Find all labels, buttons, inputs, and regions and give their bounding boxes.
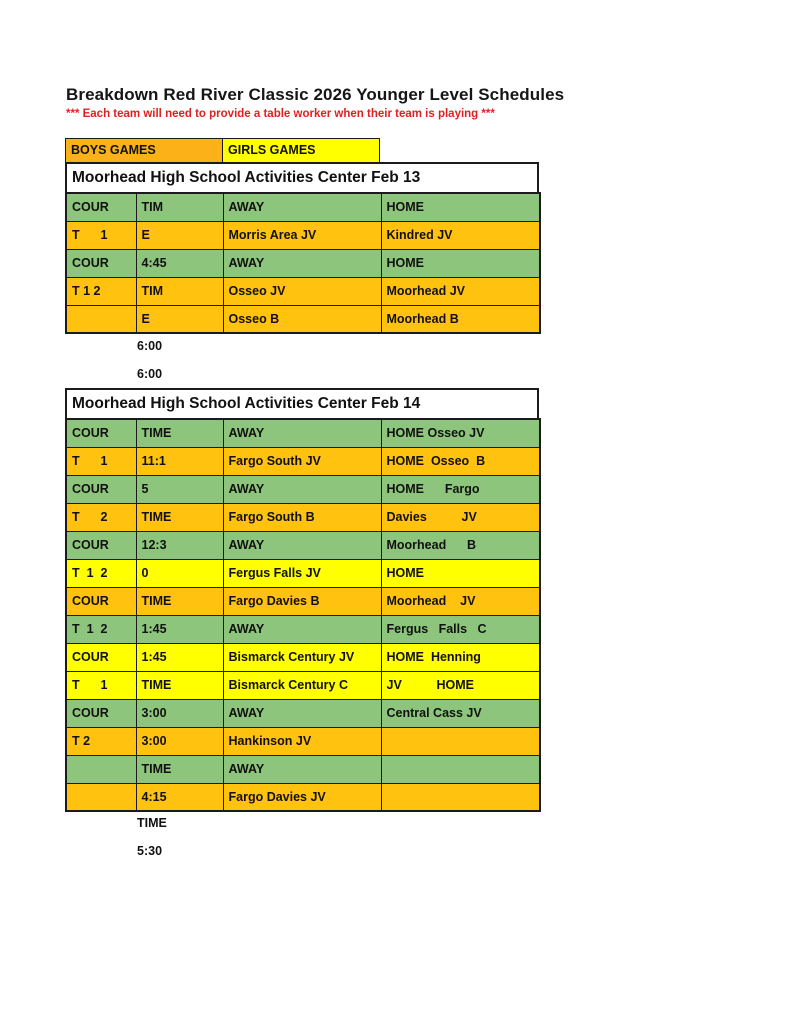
schedule-cell: Moorhead JV bbox=[381, 587, 540, 615]
schedule-row bbox=[66, 755, 540, 783]
schedule-cell: TIM bbox=[136, 193, 223, 221]
schedule-row bbox=[66, 221, 540, 249]
schedule-cell: Bismarck Century JV bbox=[223, 643, 381, 671]
schedule-cell bbox=[381, 755, 540, 783]
schedule-cell: COUR bbox=[66, 419, 136, 447]
schedule-cell: COUR bbox=[66, 475, 136, 503]
schedule-cell: AWAY bbox=[223, 615, 381, 643]
schedule-cell: Central Cass JV bbox=[381, 699, 540, 727]
schedule-row bbox=[66, 531, 540, 559]
schedule-cell bbox=[381, 783, 540, 811]
schedule-cell: Fergus Falls C bbox=[381, 615, 540, 643]
schedule-row bbox=[66, 671, 540, 699]
schedule-cell: HOME Osseo JV bbox=[381, 419, 540, 447]
schedule-row bbox=[66, 587, 540, 615]
schedule-cell: Fargo South JV bbox=[223, 447, 381, 475]
schedule-cell: Moorhead B bbox=[381, 531, 540, 559]
schedule-row bbox=[66, 503, 540, 531]
schedule-cell: Kindred JV bbox=[381, 221, 540, 249]
schedule-cell: COUR bbox=[66, 249, 136, 277]
schedule-cell: Moorhead JV bbox=[381, 277, 540, 305]
schedule-cell: JV HOME bbox=[381, 671, 540, 699]
schedule-cell: AWAY bbox=[223, 475, 381, 503]
schedule-cell: HOME bbox=[381, 249, 540, 277]
schedule-cell bbox=[66, 305, 136, 333]
schedule-cell: Fargo South B bbox=[223, 503, 381, 531]
schedule-row bbox=[66, 699, 540, 727]
schedule-cell: Morris Area JV bbox=[223, 221, 381, 249]
schedule-cell: AWAY bbox=[223, 531, 381, 559]
schedule-row bbox=[66, 615, 540, 643]
schedule-cell: Fergus Falls JV bbox=[223, 559, 381, 587]
schedule-row bbox=[66, 727, 540, 755]
schedule-cell: 12:3 bbox=[136, 531, 223, 559]
schedule-cell: Osseo JV bbox=[223, 277, 381, 305]
schedule-cell bbox=[66, 783, 136, 811]
schedule-cell: TIME bbox=[136, 671, 223, 699]
schedule-cell: COUR bbox=[66, 587, 136, 615]
schedule-cell: HOME bbox=[381, 193, 540, 221]
schedule-cell: HOME Osseo B bbox=[381, 447, 540, 475]
schedule-cell: T 1 bbox=[66, 447, 136, 475]
schedule-cell: T 1 2 bbox=[66, 559, 136, 587]
venue-header-feb13: Moorhead High School Activities Center Feb 13 bbox=[65, 162, 539, 192]
schedule-row bbox=[66, 559, 540, 587]
legend-boys-games: BOYS GAMES bbox=[65, 138, 222, 163]
games-legend bbox=[65, 138, 380, 163]
legend-girls-games: GIRLS GAMES bbox=[222, 138, 380, 163]
schedule-cell: TIM bbox=[136, 277, 223, 305]
schedule-cell: 5 bbox=[136, 475, 223, 503]
schedule-cell: 3:00 bbox=[136, 699, 223, 727]
venue-header-feb14: Moorhead High School Activities Center Feb 14 bbox=[65, 388, 539, 418]
schedule-cell: AWAY bbox=[223, 699, 381, 727]
schedule-row bbox=[66, 249, 540, 277]
schedule-cell: Fargo Davies B bbox=[223, 587, 381, 615]
schedule-cell: Hankinson JV bbox=[223, 727, 381, 755]
schedule-cell: COUR bbox=[66, 699, 136, 727]
overflow-time-note: 6:00 bbox=[137, 367, 163, 381]
schedule-cell: Osseo B bbox=[223, 305, 381, 333]
schedule-cell: AWAY bbox=[223, 249, 381, 277]
schedule-cell: HOME bbox=[381, 559, 540, 587]
schedule-cell: AWAY bbox=[223, 755, 381, 783]
schedule-cell: T 1 bbox=[66, 671, 136, 699]
schedule-row bbox=[66, 475, 540, 503]
schedule-cell: Bismarck Century C bbox=[223, 671, 381, 699]
schedule-grid-feb13 bbox=[65, 192, 541, 334]
schedule-cell: T 2 bbox=[66, 503, 136, 531]
table-worker-notice: *** Each team will need to provide a table worker when their team is playing *** bbox=[66, 108, 495, 120]
schedule-cell: T 1 2 bbox=[66, 277, 136, 305]
schedule-grid-feb14 bbox=[65, 418, 541, 812]
schedule-cell: HOME Henning bbox=[381, 643, 540, 671]
overflow-time-note: TIME bbox=[137, 816, 167, 830]
schedule-row bbox=[66, 447, 540, 475]
overflow-time-note: 5:30 bbox=[137, 844, 163, 858]
schedule-cell: COUR bbox=[66, 643, 136, 671]
schedule-row bbox=[66, 419, 540, 447]
schedule-cell: Moorhead B bbox=[381, 305, 540, 333]
schedule-row bbox=[66, 643, 540, 671]
schedule-row bbox=[66, 277, 540, 305]
schedule-cell: 1:45 bbox=[136, 643, 223, 671]
schedule-cell: COUR bbox=[66, 193, 136, 221]
schedule-cell: TIME bbox=[136, 755, 223, 783]
schedule-cell: 4:45 bbox=[136, 249, 223, 277]
schedule-cell bbox=[381, 727, 540, 755]
schedule-cell: T 1 2 bbox=[66, 615, 136, 643]
schedule-cell: 4:15 bbox=[136, 783, 223, 811]
schedule-cell: 11:1 bbox=[136, 447, 223, 475]
schedule-cell: TIME bbox=[136, 587, 223, 615]
schedule-cell: T 1 bbox=[66, 221, 136, 249]
page-title: Breakdown Red River Classic 2026 Younger Level Schedules bbox=[66, 85, 565, 104]
schedule-cell: Davies JV bbox=[381, 503, 540, 531]
schedule-cell: E bbox=[136, 221, 223, 249]
schedule-row bbox=[66, 193, 540, 221]
schedule-cell: TIME bbox=[136, 503, 223, 531]
schedule-cell bbox=[66, 755, 136, 783]
schedule-cell: T 2 bbox=[66, 727, 136, 755]
schedule-table-feb14 bbox=[65, 388, 539, 812]
schedule-cell: AWAY bbox=[223, 193, 381, 221]
schedule-cell: 1:45 bbox=[136, 615, 223, 643]
schedule-cell: COUR bbox=[66, 531, 136, 559]
schedule-cell: AWAY bbox=[223, 419, 381, 447]
schedule-cell: 3:00 bbox=[136, 727, 223, 755]
schedule-row bbox=[66, 783, 540, 811]
overflow-time-note: 6:00 bbox=[137, 339, 163, 353]
schedule-cell: HOME Fargo bbox=[381, 475, 540, 503]
schedule-cell: Fargo Davies JV bbox=[223, 783, 381, 811]
schedule-cell: 0 bbox=[136, 559, 223, 587]
schedule-cell: E bbox=[136, 305, 223, 333]
schedule-row bbox=[66, 305, 540, 333]
schedule-cell: TIME bbox=[136, 419, 223, 447]
schedule-table-feb13 bbox=[65, 162, 539, 334]
